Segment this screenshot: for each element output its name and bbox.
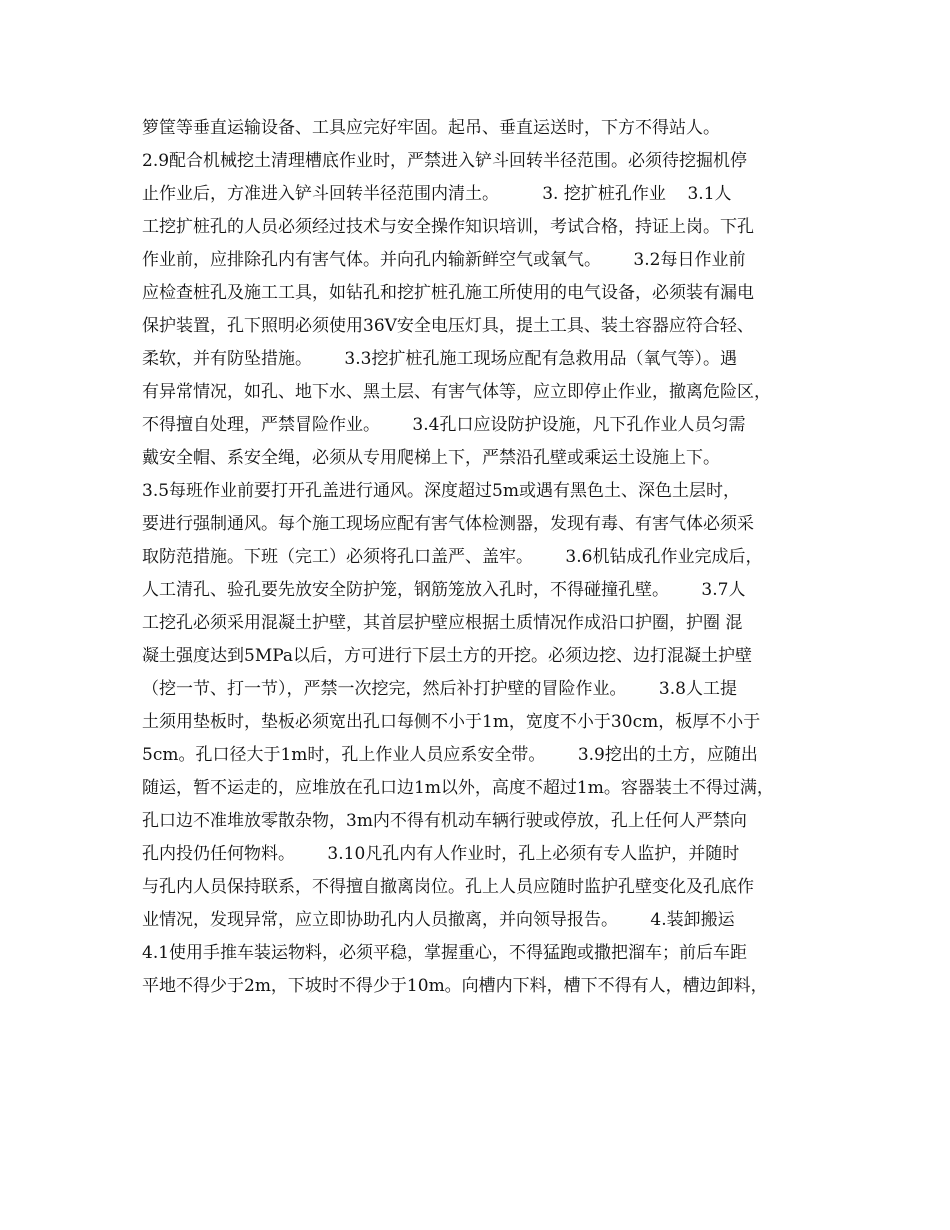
text-line-12: 3.5每班作业前要打开孔盖进行通风。深度超过5m或遇有黑色土、深色土层时， bbox=[142, 481, 740, 501]
text-line-11: 戴安全帽、系安全绳，必须从专用爬梯上下，严禁沿孔壁或乘运土设施上下。 bbox=[142, 448, 720, 468]
text-line-20: 5cm。孔口径大于1m时，孔上作业人员应系安全带。 3.9挖出的土方，应随出 bbox=[142, 745, 758, 765]
text-line-14: 取防范措施。下班（完工）必须将孔口盖严、盖牢。 3.6机钻成孔作业完成后， bbox=[142, 547, 763, 567]
text-line-22: 孔口边不准堆放零散杂物，3m内不得有机动车辆行驶或停放，孔上任何人严禁向 bbox=[142, 811, 747, 831]
text-line-13: 要进行强制通风。每个施工现场应配有害气体检测器，发现有毒、有害气体必须采 bbox=[142, 514, 754, 534]
text-line-4: 工挖扩桩孔的人员必须经过技术与安全操作知识培训，考试合格，持证上岗。下孔 bbox=[142, 217, 754, 237]
text-line-19: 土须用垫板时，垫板必须宽出孔口每侧不小于1m，宽度不小于30cm，板厚不小于 bbox=[142, 712, 761, 732]
text-line-2: 2.9配合机械挖土清理槽底作业时，严禁进入铲斗回转半径范围。必须待挖掘机停 bbox=[142, 151, 748, 171]
text-line-10: 不得擅自处理，严禁冒险作业。 3.4孔口应设防护设施，凡下孔作业人员匀需 bbox=[142, 415, 746, 435]
text-line-27: 平地不得少于2m，下坡时不得少于10m。向槽内下料，槽下不得有人，槽边卸料， bbox=[142, 976, 768, 996]
text-line-24: 与孔内人员保持联系，不得擅自撤离岗位。孔上人员应随时监护孔壁变化及孔底作 bbox=[142, 877, 754, 897]
text-line-16: 工挖孔必须采用混凝土护壁，其首层护壁应根据土质情况作成沿口护圈，护圈 混 bbox=[142, 613, 743, 633]
text-line-8: 柔软，并有防坠措施。 3.3挖扩桩孔施工现场应配有急救用品（氧气等）。遇 bbox=[142, 349, 737, 369]
text-line-21: 随运，暂不运走的，应堆放在孔口边1m以外，高度不超过1m。容器装土不得过满， bbox=[142, 778, 774, 798]
text-line-7: 保护装置，孔下照明必须使用36V安全电压灯具，提土工具、装土容器应符合轻、 bbox=[142, 316, 754, 336]
text-line-23: 孔内投仍任何物料。 3.10凡孔内有人作业时，孔上必须有专人监护，并随时 bbox=[142, 844, 740, 864]
text-line-18: （挖一节、打一节），严禁一次挖完，然后补打护壁的冒险作业。 3.8人工提 bbox=[142, 679, 737, 699]
text-line-26: 4.1使用手推车装运物料，必须平稳，掌握重心，不得猛跑或撒把溜车；前后车距 bbox=[142, 943, 748, 963]
text-line-6: 应检查桩孔及施工工具，如钻孔和挖扩桩孔施工所使用的电气设备，必须装有漏电 bbox=[142, 283, 754, 303]
text-line-17: 凝土强度达到5MPa以后，方可进行下层土方的开挖。必须边挖、边打混凝土护壁 bbox=[142, 646, 753, 666]
text-line-9: 有异常情况，如孔、地下水、黑土层、有害气体等，应立即停止作业，撤离危险区， bbox=[142, 382, 771, 402]
text-line-5: 作业前，应排除孔内有害气体。并向孔内输新鲜空气或氧气。 3.2每日作业前 bbox=[142, 250, 746, 270]
text-line-1: 箩筐等垂直运输设备、工具应完好牢固。起吊、垂直运送时，下方不得站人。 bbox=[142, 118, 720, 138]
text-line-25: 业情况，发现异常，应立即协助孔内人员撤离，并向领导报告。 4.装卸搬运 bbox=[142, 910, 735, 930]
text-line-3: 止作业后，方准进入铲斗回转半径范围内清土。 3. 挖扩桩孔作业 3.1人 bbox=[142, 184, 732, 204]
text-line-15: 人工清孔、验孔要先放安全防护笼，钢筋笼放入孔时，不得碰撞孔壁。 3.7人 bbox=[142, 580, 746, 600]
body-text bbox=[142, 112, 832, 1003]
